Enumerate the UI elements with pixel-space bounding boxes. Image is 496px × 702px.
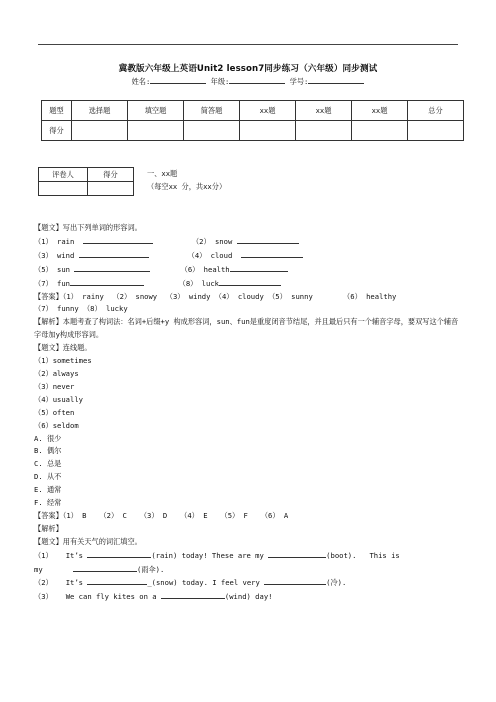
- q1-items-row-1: （1） rain （2） snow: [34, 235, 464, 249]
- score-cell[interactable]: [408, 121, 464, 141]
- score-cell[interactable]: [184, 121, 240, 141]
- section-heading: [147, 167, 226, 193]
- q2-word: （4）usually: [34, 394, 83, 404]
- grade-label: 年级:: [210, 77, 230, 86]
- q1-answer-line-2: （7） funny （8） lucky: [34, 304, 128, 314]
- student-info-line: [0, 76, 496, 87]
- q1-word: sun: [57, 264, 71, 274]
- q3-sentence-3: （3） We can fly kites on a (wind) day!: [34, 592, 273, 602]
- grader-score-cell[interactable]: [88, 182, 134, 196]
- q1-word: health: [203, 264, 230, 274]
- name-blank[interactable]: [150, 76, 206, 84]
- header-cell-short: 简答题: [184, 101, 240, 121]
- q2-stem: 【题文】连线题。: [34, 343, 92, 353]
- q2-option: E. 通常: [34, 485, 62, 495]
- section-note: （每空xx 分，共xx分）: [147, 182, 227, 191]
- header-cell-xx1: xx题: [240, 101, 296, 121]
- number-label: 学号:: [289, 77, 309, 86]
- q1-analysis: 【解析】本题考查了构词法：名词+后缀+y 构成形容词，sun、fun是重度闭音节结尾，并且最后只有一个辅音字母，要双写这个辅音字母加y构成形容词。: [34, 317, 459, 340]
- score-cell[interactable]: [240, 121, 296, 141]
- q2-word: （1）sometimes: [34, 356, 92, 366]
- q1-word: wind: [57, 250, 75, 260]
- q3-sentence-1-cont: my (雨伞).: [34, 564, 165, 574]
- grader-score-label: 得分: [88, 168, 134, 182]
- section-title: 一、xx题: [147, 169, 178, 178]
- q2-option: B. 偶尔: [34, 446, 62, 456]
- header-cell-choice: 选择题: [72, 101, 128, 121]
- header-cell-total: 总分: [408, 101, 464, 121]
- q1-items-row-2: （3） wind （4） cloud: [34, 249, 464, 263]
- q2-word: （2）always: [34, 368, 79, 378]
- q1-word: snow: [214, 236, 233, 246]
- q1-items-row-3: （5） sun （6） health: [34, 263, 464, 277]
- grader-label: 评卷人: [39, 168, 88, 182]
- q1-answer-line-1: 【答案】（1） rainy （2） snowy （3） windy （4） cloudy （5） sunny （6） healthy: [34, 291, 397, 301]
- q2-option: A. 很少: [34, 433, 62, 443]
- q2-option: C. 总是: [34, 459, 62, 469]
- q3-sentence-2: （2） It’s _(snow) today. I feel very (冷).: [34, 578, 347, 588]
- q2-option: F. 经常: [34, 498, 62, 508]
- question-body: [34, 222, 464, 604]
- score-table-header-row: [42, 101, 464, 121]
- score-row-label: 得分: [42, 121, 72, 141]
- score-cell[interactable]: [72, 121, 128, 141]
- q1-items-row-4: （7） fun （8） luck: [34, 277, 464, 291]
- header-cell-fill: 填空题: [128, 101, 184, 121]
- page-title: 冀教版六年级上英语Unit2 lesson7同步练习（六年级）同步测试: [118, 64, 378, 74]
- q2-answer: 【答案】（1） B （2） C （3） D （4） E （5） F （6） A: [34, 510, 289, 520]
- score-table-score-row: [42, 121, 464, 141]
- q2-word: （3）never: [34, 381, 75, 391]
- q1-word: luck: [201, 278, 219, 288]
- score-cell[interactable]: [296, 121, 352, 141]
- q1-word: cloud: [210, 250, 233, 260]
- header-cell-type: 题型: [42, 101, 72, 121]
- name-label: 姓名:: [131, 77, 151, 86]
- q1-word: fun: [57, 278, 71, 288]
- score-cell[interactable]: [128, 121, 184, 141]
- grader-table: [38, 167, 134, 196]
- q3-sentence-1: （1） It’s (rain) today! These are my (boot). This is: [34, 550, 400, 560]
- q2-word: （6）seldom: [34, 420, 79, 430]
- score-cell[interactable]: [352, 121, 408, 141]
- grade-blank[interactable]: [229, 76, 285, 84]
- q1-word: rain: [57, 236, 75, 246]
- q3-stem: 【题文】用有关天气的词汇填空。: [34, 536, 142, 546]
- number-blank[interactable]: [308, 76, 364, 84]
- header-rule: [38, 44, 458, 45]
- q2-word: （5）often: [34, 407, 75, 417]
- q2-option: D. 从不: [34, 472, 62, 482]
- header-cell-xx2: xx题: [296, 101, 352, 121]
- score-table: [41, 100, 464, 141]
- q1-stem: 【题文】写出下列单词的形容词。: [34, 223, 142, 232]
- q2-analysis: 【解析】: [34, 523, 63, 533]
- header-cell-xx3: xx题: [352, 101, 408, 121]
- grader-cell[interactable]: [39, 182, 88, 196]
